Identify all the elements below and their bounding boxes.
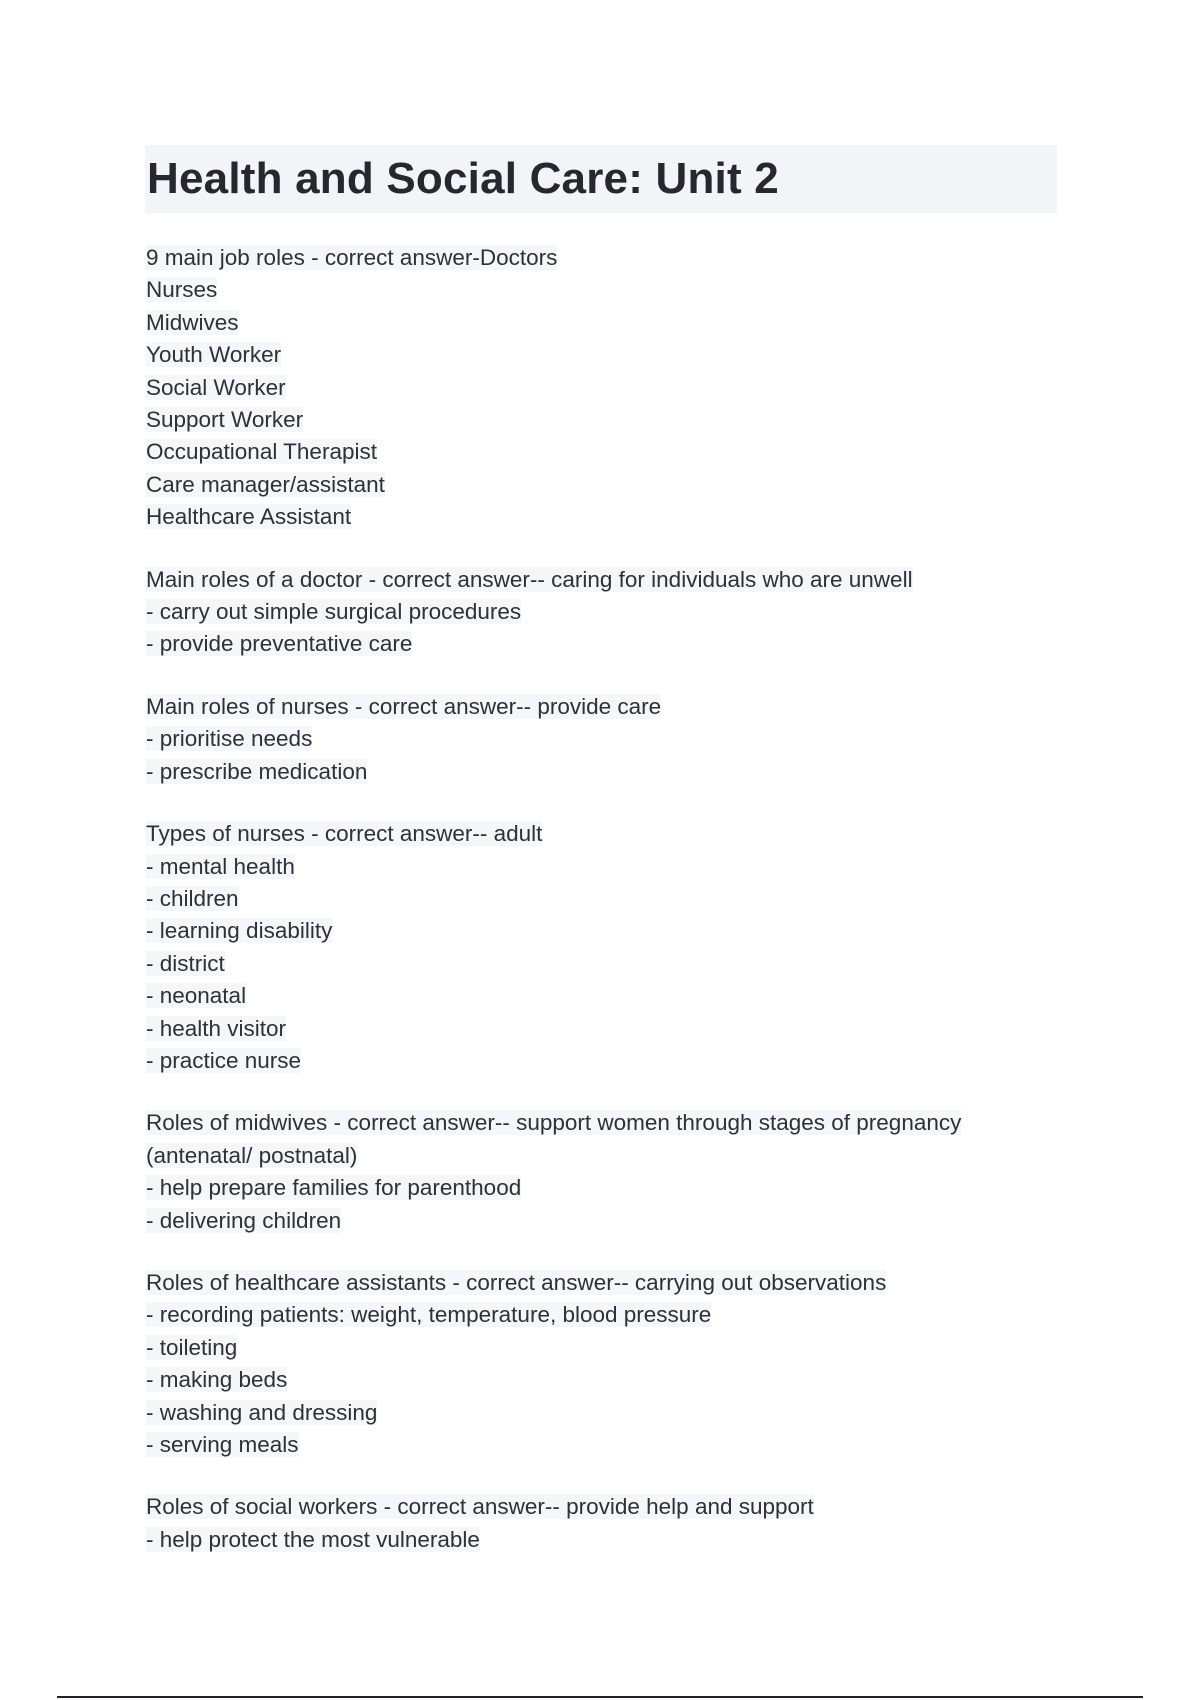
- flashcard-line: [146, 1172, 1056, 1204]
- flashcard-line: [146, 1397, 1056, 1429]
- flashcard-line: [146, 1205, 1056, 1237]
- line-text: 9 main job roles - correct answer-Doctors: [146, 245, 558, 270]
- line-text: Youth Worker: [146, 342, 282, 368]
- line-text: - mental health: [146, 853, 295, 879]
- flashcard-job-roles: [146, 242, 1056, 534]
- line-text: - serving meals: [146, 1432, 299, 1457]
- line-text: - help prepare families for parenthood: [146, 1175, 522, 1201]
- flashcard-line: [146, 1491, 1056, 1523]
- line-text: Main roles of nurses - correct answer-- provide care: [146, 693, 662, 719]
- flashcard-line: [146, 404, 1056, 436]
- line-text: - prioritise needs: [146, 726, 313, 752]
- line-text: - neonatal: [146, 983, 247, 1009]
- line-text: - learning disability: [146, 918, 333, 944]
- line-text: Types of nurses - correct answer-- adult: [146, 821, 543, 847]
- line-text: Social Worker: [146, 374, 286, 400]
- flashcard-line: [146, 980, 1056, 1012]
- flashcard-line: [146, 1013, 1056, 1045]
- line-text: - delivering children: [146, 1207, 342, 1233]
- line-text: - help protect the most vulnerable: [146, 1526, 480, 1552]
- flashcard-line: [146, 242, 1056, 274]
- line-text: Roles of midwives - correct answer-- support women through stages of pregnancy: [146, 1110, 962, 1136]
- flashcard-line: [146, 851, 1056, 883]
- line-text: - washing and dressing: [146, 1399, 378, 1425]
- flashcard-line: [146, 691, 1056, 723]
- line-text: - prescribe medication: [146, 758, 368, 784]
- line-text: Nurses: [146, 277, 218, 303]
- line-text: - provide preventative care: [146, 631, 413, 657]
- line-text: Roles of healthcare assistants - correct answer-- carrying out observations: [146, 1269, 887, 1295]
- flashcard-line: [146, 1364, 1056, 1396]
- line-text: Healthcare Assistant: [146, 504, 352, 530]
- flashcard-line: [146, 1267, 1056, 1299]
- flashcard-line: [146, 818, 1056, 850]
- line-text: - health visitor: [146, 1015, 287, 1041]
- flashcard-line: [146, 596, 1056, 628]
- flashcard-line: [146, 372, 1056, 404]
- flashcard-midwife-roles: [146, 1107, 1056, 1237]
- flashcard-healthcare-assistant-roles: [146, 1267, 1056, 1461]
- flashcard-line: [146, 1140, 1056, 1172]
- flashcard-line: [146, 756, 1056, 788]
- flashcard-line: [146, 564, 1056, 596]
- line-text: - children: [146, 885, 239, 911]
- flashcard-line: [146, 1332, 1056, 1364]
- line-text: Midwives: [146, 309, 239, 335]
- footer-divider: [57, 1696, 1143, 1698]
- line-text: - toileting: [146, 1334, 238, 1360]
- page-title: Health and Social Care: Unit 2: [147, 154, 779, 203]
- flashcard-line: [146, 469, 1056, 501]
- flashcard-line: [146, 883, 1056, 915]
- line-text: Occupational Therapist: [146, 439, 377, 465]
- flashcard-line: [146, 501, 1056, 533]
- line-text: - carry out simple surgical procedures: [146, 599, 522, 625]
- line-text: Support Worker: [146, 407, 304, 433]
- line-text: Main roles of a doctor - correct answer-- caring for individuals who are unwell: [146, 566, 913, 592]
- flashcard-social-worker-roles: [146, 1491, 1056, 1556]
- line-text: - making beds: [146, 1367, 288, 1393]
- flashcard-line: [146, 436, 1056, 468]
- flashcard-line: [146, 628, 1056, 660]
- flashcard-line: [146, 1524, 1056, 1556]
- flashcard-doctor-roles: [146, 564, 1056, 661]
- flashcard-line: [146, 1045, 1056, 1077]
- flashcard-line: [146, 915, 1056, 947]
- line-text: Roles of social workers - correct answer-- provide help and support: [146, 1494, 814, 1520]
- flashcard-line: [146, 307, 1056, 339]
- flashcard-line: [146, 1429, 1056, 1461]
- flashcard-line: [146, 948, 1056, 980]
- flashcard-line: [146, 1107, 1056, 1139]
- flashcard-line: [146, 1299, 1056, 1331]
- flashcard-list: [146, 242, 1056, 1586]
- line-text: - practice nurse: [146, 1047, 302, 1073]
- line-text: (antenatal/ postnatal): [146, 1142, 358, 1168]
- line-text: Care manager/assistant: [146, 471, 385, 497]
- line-text: - recording patients: weight, temperature, blood pressure: [146, 1302, 712, 1328]
- flashcard-nurse-roles: [146, 691, 1056, 788]
- flashcard-nurse-types: [146, 818, 1056, 1077]
- flashcard-line: [146, 339, 1056, 371]
- line-text: - district: [146, 950, 225, 976]
- flashcard-line: [146, 723, 1056, 755]
- flashcard-line: [146, 274, 1056, 306]
